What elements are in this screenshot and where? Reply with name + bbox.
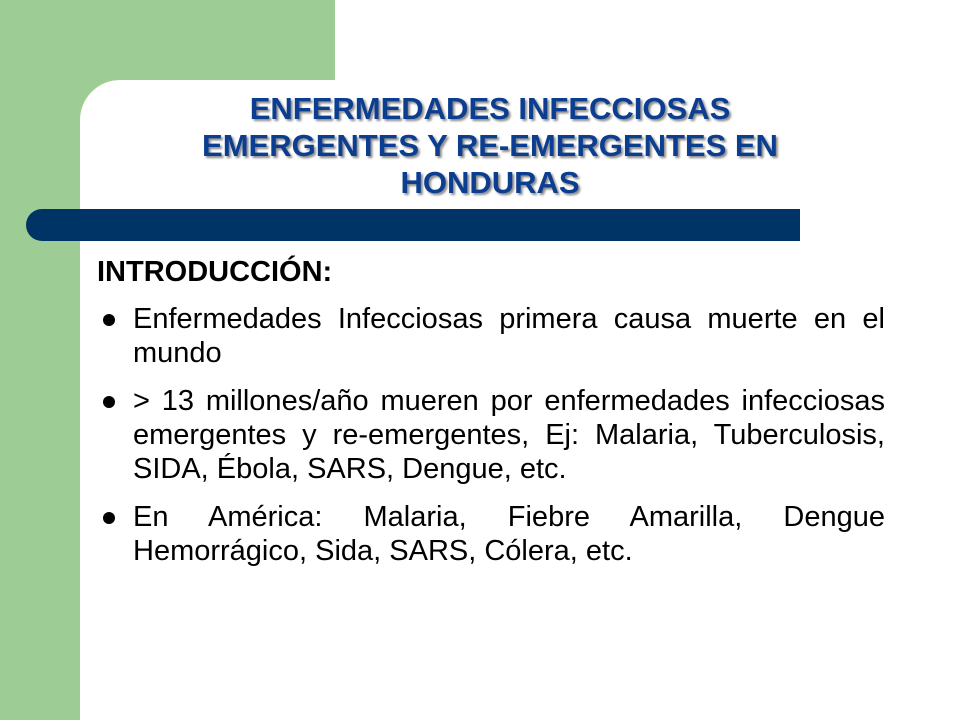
section-heading: INTRODUCCIÓN:: [97, 256, 333, 288]
bullet-text: > 13 millones/año mueren por enfermedades infecciosas emergentes y re-emergentes, Ej: Malaria, Tuberculosis, SIDA, Ébola, SARS, Dengue, etc.: [133, 385, 885, 485]
title-underline-bar: [26, 209, 800, 241]
bullet-text: En América: Malaria, Fiebre Amarilla, Dengue Hemorrágico, Sida, SARS, Cólera, etc.: [133, 501, 885, 567]
slide-title: [110, 90, 870, 201]
bullet-list: [97, 302, 885, 568]
slide-title-line-3: HONDURAS: [400, 165, 580, 200]
bullet-dot-icon: [103, 314, 115, 326]
bullet-item: [97, 500, 885, 568]
slide-body: [97, 252, 885, 582]
bullet-dot-icon: [103, 512, 115, 524]
bullet-item: [97, 384, 885, 486]
slide-title-line-2: EMERGENTES Y RE-EMERGENTES EN: [202, 128, 778, 163]
slide-title-line-1: ENFERMEDADES INFECCIOSAS: [249, 91, 731, 126]
bullet-item: [97, 302, 885, 370]
bullet-dot-icon: [103, 396, 115, 408]
bullet-text: Enfermedades Infecciosas primera causa muerte en el mundo: [133, 303, 885, 369]
